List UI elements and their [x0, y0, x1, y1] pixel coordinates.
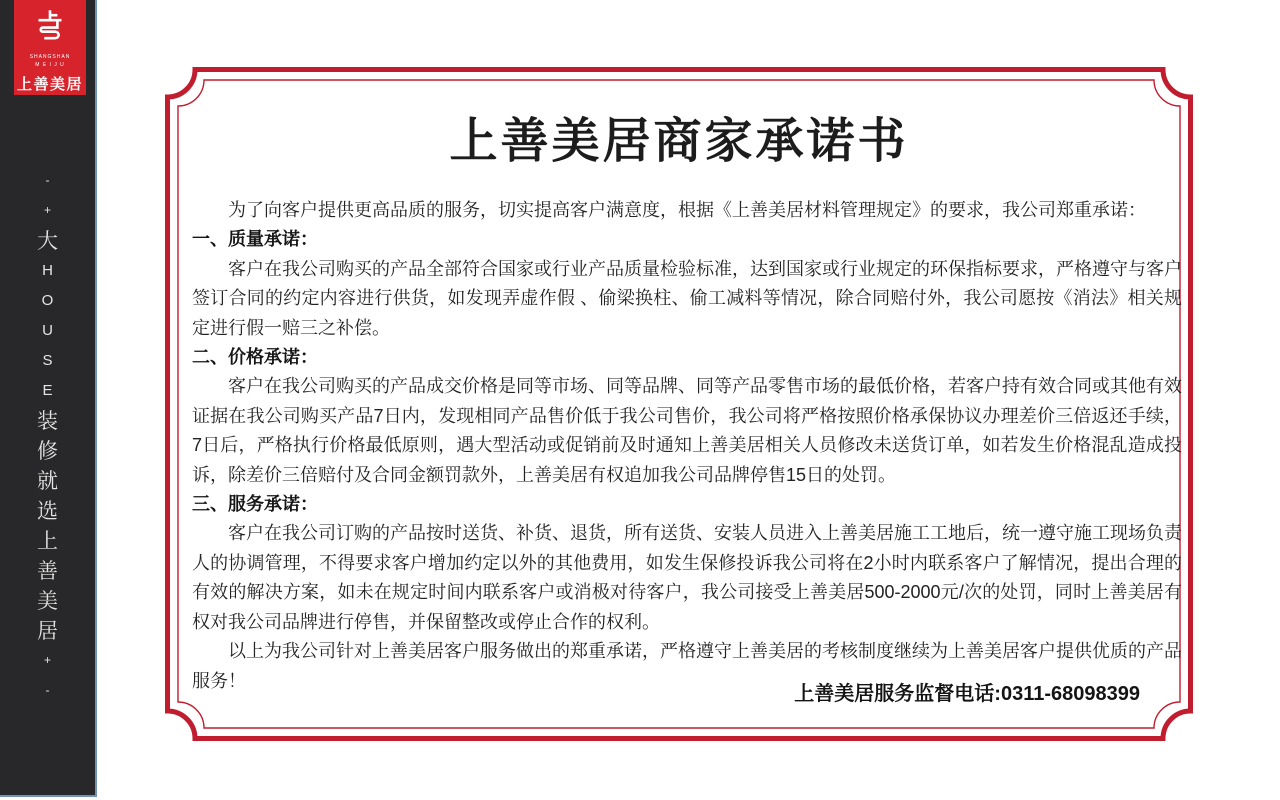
- slogan-glyph: +: [43, 653, 51, 667]
- slogan-glyph: -: [45, 683, 50, 697]
- slogan-glyph: U: [42, 321, 53, 339]
- slogan-glyph: 修: [37, 440, 58, 463]
- section-body-price: 客户在我公司购买的产品成交价格是同等市场、同等品牌、同等产品零售市场的最低价格，若客户持有效合同或其他有效证据在我公司购买产品7日内，发现相同产品售价低于我公司售价，我公司将严格按照价格承保协议办理差价三倍返还手续，7日后，严格执行价格最低原则，遇大型活动或促销前及时通知上善美居相关人员修改未送货订单，如若发生价格混乱造成投诉，除差价三倍赔付及合同金额罚款外，上善美居有权追加我公司品牌停售15日的处罚。: [192, 376, 1182, 485]
- document-title: 上善美居商家承诺书: [449, 115, 909, 168]
- brand-logo-english-line2: M E I J U: [35, 61, 65, 68]
- closing-paragraph: 以上为我公司针对上善美居客户服务做出的郑重承诺，严格遵守上善美居的考核制度继续为上善美居客户提供优质的产品服务！: [192, 641, 1182, 691]
- slogan-glyph: E: [42, 381, 53, 399]
- slogan-glyph: 美: [37, 590, 58, 613]
- slogan-glyph: 大: [37, 230, 58, 253]
- intro-paragraph: 为了向客户提供更高品质的服务，切实提高客户满意度，根据《上善美居材料管理规定》的要求，我公司郑重承诺：: [228, 200, 1146, 220]
- vertical-slogan: [0, 165, 95, 705]
- slogan-glyph: O: [41, 291, 54, 309]
- section-body-service: 客户在我公司订购的产品按时送货、补货、退货，所有送货、安装人员进入上善美居施工工地后，统一遵守施工现场负责人的协调管理，不得要求客户增加约定以外的其他费用，如发生保修投诉我公司将在2小时内联系客户了解情况，提出合理的有效的解决方案，如未在规定时间内联系客户或消极对待客户，我公司接受上善美居500-2000元/次的处罚，同时上善美居有权对我公司品牌进行停售，并保留整改或停止合作的权利。: [192, 523, 1182, 632]
- slogan-glyph: S: [42, 351, 53, 369]
- brand-logo-name: 上善美居: [16, 76, 83, 93]
- brand-logo-english: [30, 54, 71, 69]
- slogan-glyph: 选: [37, 500, 58, 523]
- section-body-quality: 客户在我公司购买的产品全部符合国家或行业产品质量检验标准，达到国家或行业规定的环保指标要求，严格遵守与客户签订合同的约定内容进行供货，如发现弄虚作假 、偷梁换柱、偷工减料等情况，除合同赔付外，我公司愿按《消法》相关规定进行假一赔三之补偿。: [192, 258, 1182, 338]
- slogan-glyph: 上: [37, 530, 58, 553]
- slogan-glyph: H: [42, 261, 53, 279]
- section-heading-service: 三、服务承诺：: [192, 494, 318, 515]
- service-hotline: 上善美居服务监督电话:0311-68098399: [794, 683, 1140, 705]
- slogan-glyph: +: [43, 203, 51, 217]
- section-heading-quality: 一、质量承诺：: [192, 229, 318, 250]
- slogan-glyph: 善: [37, 560, 58, 583]
- slogan-glyph: 装: [37, 410, 58, 433]
- brand-logo: [14, 0, 86, 95]
- slogan-glyph: 居: [37, 620, 58, 643]
- slogan-glyph: -: [45, 173, 50, 187]
- section-heading-price: 二、价格承诺：: [192, 347, 318, 368]
- left-sidebar: [0, 0, 97, 797]
- document-body: [192, 196, 1182, 696]
- brand-logo-english-line1: SHANGSHAN: [29, 54, 71, 60]
- brand-logo-icon: [30, 7, 70, 53]
- slogan-glyph: 就: [37, 470, 58, 493]
